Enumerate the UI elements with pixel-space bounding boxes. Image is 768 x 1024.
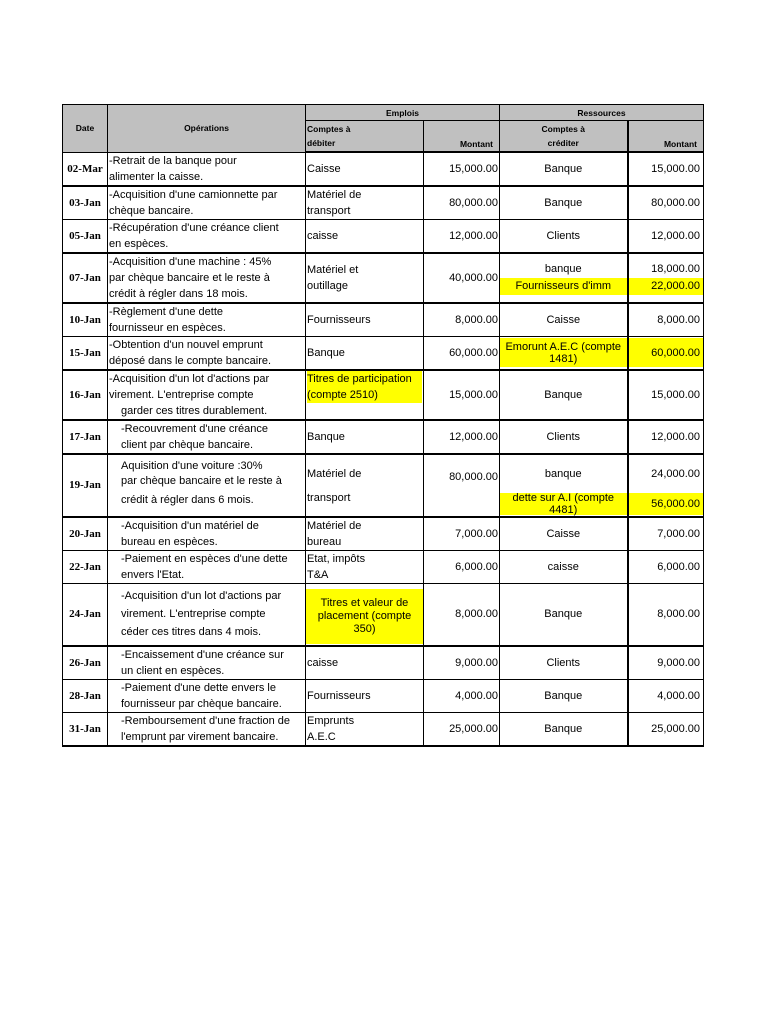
credit-account-line: Clients <box>546 229 581 242</box>
operation-line: -Remboursement d'une fraction de <box>121 715 291 727</box>
debit-account-line: A.E.C <box>307 731 336 743</box>
credit-account-line: Banque <box>544 690 583 702</box>
operation-line: -Acquisition d'un lot d'actions par <box>109 372 270 385</box>
debit-account-cell <box>306 219 424 253</box>
operation-cell <box>108 186 306 220</box>
debit-account-highlight <box>306 589 423 644</box>
debit-account-line: Matériel de <box>307 468 362 480</box>
credit-amount-cell <box>628 420 704 454</box>
debit-account-line: (compte 2510) <box>307 387 422 403</box>
credit-account-cell <box>500 713 628 747</box>
table-row <box>63 219 704 253</box>
header-credit-account-line2: créditer <box>547 138 579 148</box>
operation-line: -Règlement d'une dette <box>109 305 224 318</box>
debit-amount-cell: 25,000.00 <box>424 713 500 747</box>
debit-account-line: Fournisseurs <box>307 690 371 702</box>
credit-amount-line: 22,000.00 <box>629 278 704 295</box>
journal-table <box>62 104 704 747</box>
debit-account-line: transport <box>307 492 351 504</box>
debit-amount-cell: 6,000.00 <box>424 550 500 583</box>
credit-account-cell <box>500 152 628 186</box>
credit-account-cell <box>500 454 628 517</box>
debit-amount-cell: 8,000.00 <box>424 583 500 646</box>
debit-account-cell <box>306 517 424 551</box>
credit-account-cell <box>500 303 628 337</box>
credit-account-line: Banque <box>544 608 583 621</box>
credit-account-line: Caisse <box>546 527 581 540</box>
credit-amount-cell <box>628 219 704 253</box>
credit-amount-line: 7,000.00 <box>657 527 701 540</box>
operation-cell <box>108 454 306 517</box>
table-row <box>63 583 704 646</box>
credit-amount-cell <box>628 253 704 303</box>
credit-account-cell <box>500 517 628 551</box>
operation-cell <box>108 420 306 454</box>
operation-line: alimenter la caisse. <box>109 170 204 183</box>
debit-account-line: bureau <box>307 535 342 548</box>
operation-cell <box>108 713 306 747</box>
credit-amount-line: 8,000.00 <box>657 608 701 621</box>
credit-amount-cell <box>628 336 704 370</box>
credit-amount-cell <box>628 550 704 583</box>
debit-account-cell <box>306 370 424 420</box>
credit-account-line: banque <box>544 262 582 275</box>
credit-account-cell <box>500 583 628 646</box>
table-row <box>63 336 704 370</box>
table-row <box>63 370 704 420</box>
operation-line: fournisseur par chèque bancaire. <box>121 698 282 710</box>
credit-amount-cell <box>628 583 704 646</box>
credit-account-cell <box>500 550 628 583</box>
operation-line: -Obtention d'un nouvel emprunt <box>109 338 263 351</box>
date-cell: 20-Jan <box>63 517 108 551</box>
debit-amount-cell: 80,000.00 <box>424 454 500 517</box>
credit-account-cell <box>500 646 628 680</box>
debit-account-line: Titres et valeur de placement (compte 350) <box>317 596 412 635</box>
operation-cell <box>108 680 306 713</box>
credit-amount-line: 9,000.00 <box>657 657 701 669</box>
credit-amount-line: 80,000.00 <box>651 196 701 209</box>
operation-line: fournisseur en espèces. <box>109 321 226 334</box>
operation-line: crédit à régler dans 18 mois. <box>109 287 248 300</box>
credit-account-cell <box>500 680 628 713</box>
operation-line: garder ces titres durablement. <box>121 404 268 417</box>
credit-account-cell <box>500 186 628 220</box>
credit-account-line: Banque <box>544 723 583 735</box>
table-row <box>63 680 704 713</box>
operation-line: par chèque bancaire et le reste à <box>121 475 282 487</box>
credit-account-line: Banque <box>544 196 583 209</box>
operation-line: envers l'Etat. <box>121 568 185 581</box>
operation-line: -Retrait de la banque pour <box>109 154 237 167</box>
operation-cell <box>108 550 306 583</box>
credit-account-line: banque <box>544 468 582 480</box>
debit-account-line: Matériel de <box>307 188 362 201</box>
operation-line: Aquisition d'une voiture :30% <box>121 460 263 472</box>
debit-account-line: caisse <box>307 657 339 669</box>
debit-amount-cell: 4,000.00 <box>424 680 500 713</box>
operation-line: virement. L'entreprise compte <box>109 388 254 401</box>
credit-amount-line: 4,000.00 <box>657 690 701 702</box>
operation-cell <box>108 370 306 420</box>
credit-account-line: caisse <box>547 560 579 573</box>
credit-account-line: Clients <box>546 657 581 669</box>
credit-account-line: Caisse <box>546 313 581 326</box>
credit-amount-line: 24,000.00 <box>651 468 701 480</box>
debit-account-line: Etat, impôts <box>307 552 366 565</box>
credit-account-line: dette sur A.I (compte 4481) <box>500 493 627 515</box>
table-row <box>63 152 704 186</box>
table-row <box>63 646 704 680</box>
operation-line: crédit à régler dans 6 mois. <box>121 494 254 506</box>
credit-account-line: Fournisseurs d'imm <box>500 278 627 295</box>
debit-amount-cell: 60,000.00 <box>424 336 500 370</box>
credit-amount-cell <box>628 370 704 420</box>
debit-account-cell <box>306 253 424 303</box>
date-cell: 28-Jan <box>63 680 108 713</box>
header-montant-emplois: Montant <box>424 121 500 153</box>
debit-account-line: caisse <box>307 229 339 242</box>
operation-line: client par chèque bancaire. <box>121 438 254 451</box>
credit-amount-line: 56,000.00 <box>629 493 704 515</box>
operation-line: l'emprunt par virement bancaire. <box>121 731 279 743</box>
debit-amount-cell: 8,000.00 <box>424 303 500 337</box>
table-row <box>63 454 704 517</box>
credit-amount-line: 8,000.00 <box>657 313 701 326</box>
debit-account-line: Emprunts <box>307 715 355 727</box>
credit-account-highlight: Emorunt A.E.C (compte 1481) <box>500 338 627 367</box>
credit-amount-cell <box>628 303 704 337</box>
credit-account-line: Banque <box>544 388 583 401</box>
date-cell: 16-Jan <box>63 370 108 420</box>
date-cell: 02-Mar <box>63 152 108 186</box>
header-emplois: Emplois <box>306 105 500 121</box>
date-cell: 31-Jan <box>63 713 108 747</box>
debit-account-line: Matériel et <box>307 263 359 276</box>
credit-account-line: Clients <box>546 430 581 443</box>
table-row <box>63 713 704 747</box>
table-row <box>63 550 704 583</box>
credit-amount-cell <box>628 517 704 551</box>
debit-account-line: T&A <box>307 568 329 581</box>
table-row <box>63 253 704 303</box>
credit-amount-cell <box>628 186 704 220</box>
debit-account-line: Banque <box>307 430 345 443</box>
credit-amount-line: 18,000.00 <box>651 262 701 275</box>
credit-amount-line: 15,000.00 <box>651 388 701 401</box>
credit-amount-cell <box>628 646 704 680</box>
debit-account-cell <box>306 646 424 680</box>
debit-amount-cell: 15,000.00 <box>424 370 500 420</box>
operation-line: déposé dans le compte bancaire. <box>109 354 272 367</box>
debit-account-line: Fournisseurs <box>307 313 371 326</box>
date-cell: 15-Jan <box>63 336 108 370</box>
table-row <box>63 186 704 220</box>
header-debit-account-line2: débiter <box>307 138 336 148</box>
debit-account-cell <box>306 336 424 370</box>
credit-amount-line: 12,000.00 <box>651 430 701 443</box>
credit-account-cell <box>500 253 628 303</box>
date-cell: 22-Jan <box>63 550 108 583</box>
header-debit-account <box>306 121 424 153</box>
date-cell: 19-Jan <box>63 454 108 517</box>
debit-account-cell <box>306 303 424 337</box>
header-date: Date <box>63 105 108 153</box>
debit-account-cell <box>306 680 424 713</box>
debit-amount-cell: 12,000.00 <box>424 219 500 253</box>
debit-amount-cell: 12,000.00 <box>424 420 500 454</box>
debit-amount-cell: 40,000.00 <box>424 253 500 303</box>
credit-amount-line: 6,000.00 <box>657 560 701 573</box>
operation-cell <box>108 583 306 646</box>
credit-amount-cell <box>628 680 704 713</box>
operation-line: -Paiement en espèces d'une dette <box>121 552 288 565</box>
operation-cell <box>108 336 306 370</box>
credit-account-cell <box>500 420 628 454</box>
header-ressources: Ressources <box>500 105 704 121</box>
header-operations: Opérations <box>108 105 306 153</box>
operation-line: en espèces. <box>109 237 169 250</box>
operation-cell <box>108 517 306 551</box>
operation-line: céder ces titres dans 4 mois. <box>121 626 262 639</box>
operation-cell <box>108 646 306 680</box>
debit-account-line: Banque <box>307 346 345 359</box>
operation-line: chèque bancaire. <box>109 204 194 217</box>
debit-account-line: Matériel de <box>307 519 362 532</box>
header-credit-account <box>500 121 628 153</box>
operation-line: -Récupération d'une créance client <box>109 221 279 234</box>
header-montant-ressources: Montant <box>628 121 704 153</box>
debit-account-cell <box>306 550 424 583</box>
debit-amount-cell: 9,000.00 <box>424 646 500 680</box>
operation-line: -Acquisition d'un lot d'actions par <box>121 590 282 603</box>
table-row <box>63 303 704 337</box>
credit-amount-cell <box>628 152 704 186</box>
operation-cell <box>108 152 306 186</box>
table-body <box>63 152 704 746</box>
date-cell: 26-Jan <box>63 646 108 680</box>
debit-account-cell <box>306 583 424 646</box>
operation-line: -Recouvrement d'une créance <box>121 422 269 435</box>
operation-line: -Encaissement d'une créance sur <box>121 649 284 661</box>
date-cell: 03-Jan <box>63 186 108 220</box>
credit-amount-highlight: 60,000.00 <box>629 338 704 367</box>
debit-amount-cell: 80,000.00 <box>424 186 500 220</box>
operation-line: bureau en espèces. <box>121 535 218 548</box>
debit-account-line: outillage <box>307 279 348 292</box>
operation-line: -Paiement d'une dette envers le <box>121 682 276 694</box>
operation-line: virement. L'entreprise compte <box>121 608 266 621</box>
operation-line: par chèque bancaire et le reste à <box>109 271 270 284</box>
debit-account-cell <box>306 420 424 454</box>
date-cell: 17-Jan <box>63 420 108 454</box>
debit-amount-cell: 15,000.00 <box>424 152 500 186</box>
date-cell: 07-Jan <box>63 253 108 303</box>
date-cell: 24-Jan <box>63 583 108 646</box>
credit-amount-line: 25,000.00 <box>651 723 701 735</box>
credit-account-cell <box>500 336 628 370</box>
table-row <box>63 517 704 551</box>
operation-cell <box>108 253 306 303</box>
debit-amount-cell: 7,000.00 <box>424 517 500 551</box>
credit-account-cell <box>500 219 628 253</box>
operation-line: un client en espèces. <box>121 665 225 677</box>
credit-account-cell <box>500 370 628 420</box>
credit-amount-cell <box>628 454 704 517</box>
debit-account-cell <box>306 454 424 517</box>
debit-account-cell <box>306 713 424 747</box>
date-cell: 10-Jan <box>63 303 108 337</box>
operation-line: -Acquisition d'une machine : 45% <box>109 255 272 268</box>
credit-amount-line: 15,000.00 <box>651 162 701 175</box>
debit-account-cell <box>306 152 424 186</box>
operation-cell <box>108 303 306 337</box>
operation-cell <box>108 219 306 253</box>
operation-line: -Acquisition d'une camionnette par <box>109 188 278 201</box>
debit-account-line: Titres de participation <box>307 371 422 387</box>
table-row <box>63 420 704 454</box>
debit-account-cell <box>306 186 424 220</box>
header-debit-account-line1: Comptes à <box>307 124 351 134</box>
header-credit-account-line1: Comptes à <box>541 124 585 134</box>
debit-account-line: Caisse <box>307 162 341 175</box>
credit-amount-cell <box>628 713 704 747</box>
debit-account-line: transport <box>307 204 351 217</box>
credit-amount-line: 12,000.00 <box>651 229 701 242</box>
operation-line: -Acquisition d'un matériel de <box>121 519 259 532</box>
date-cell: 05-Jan <box>63 219 108 253</box>
credit-account-line: Banque <box>544 162 583 175</box>
